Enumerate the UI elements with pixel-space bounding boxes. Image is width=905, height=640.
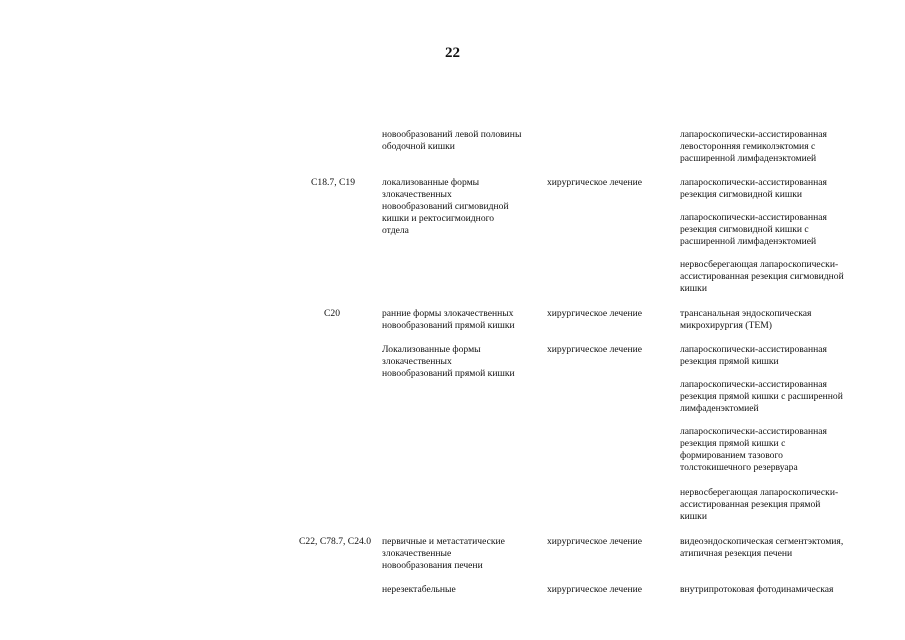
diagnosis-cell: ранние формы злокачественных новообразований прямой кишки bbox=[382, 308, 515, 331]
icd-code-cell: C20 bbox=[324, 308, 340, 319]
method-cell: лапароскопически-ассистированная резекция прямой кишки bbox=[680, 344, 827, 367]
treatment-cell: хирургическое лечение bbox=[547, 584, 643, 595]
method-cell: нервосберегающая лапароскопически- ассистированная резекция прямой кишки bbox=[680, 487, 839, 522]
diagnosis-cell: Локализованные формы злокачественных новообразований прямой кишки bbox=[382, 344, 515, 379]
diagnosis-cell: нерезектабельные bbox=[382, 584, 456, 595]
treatment-cell: хирургическое лечение bbox=[547, 177, 643, 188]
icd-code-cell: C22, C78.7, C24.0 bbox=[299, 536, 371, 547]
method-cell: внутрипротоковая фотодинамическая bbox=[680, 584, 834, 595]
method-cell: лапароскопически-ассистированная левосторонняя гемиколэктомия с расширенной лимфаденэктомией bbox=[680, 129, 827, 164]
icd-code-cell: C18.7, C19 bbox=[311, 177, 355, 188]
method-cell: лапароскопически-ассистированная резекция прямой кишки с формированием тазового толстокишечного резервуара bbox=[680, 426, 827, 473]
diagnosis-cell: первичные и метастатические злокачественные новообразования печени bbox=[382, 536, 505, 571]
method-cell: нервосберегающая лапароскопически- ассистированная резекция сигмовидной кишки bbox=[680, 259, 844, 294]
treatment-cell: хирургическое лечение bbox=[547, 308, 643, 319]
method-cell: трансанальная эндоскопическая микрохирургия (TEM) bbox=[680, 308, 812, 331]
method-cell: лапароскопически-ассистированная резекция сигмовидной кишки bbox=[680, 177, 827, 200]
treatment-cell: хирургическое лечение bbox=[547, 536, 643, 547]
page-number: 22 bbox=[445, 45, 460, 61]
diagnosis-cell: новообразований левой половины ободочной кишки bbox=[382, 129, 522, 152]
diagnosis-cell: локализованные формы злокачественных новообразований сигмовидной кишки и ректосигмоидного отдела bbox=[382, 177, 509, 236]
method-cell: лапароскопически-ассистированная резекция сигмовидной кишки с расширенной лимфаденэктомией bbox=[680, 212, 827, 247]
method-cell: видеоэндоскопическая сегментэктомия, атипичная резекция печени bbox=[680, 536, 844, 559]
method-cell: лапароскопически-ассистированная резекция прямой кишки с расширенной лимфаденэктомией bbox=[680, 379, 843, 414]
treatment-cell: хирургическое лечение bbox=[547, 344, 643, 355]
